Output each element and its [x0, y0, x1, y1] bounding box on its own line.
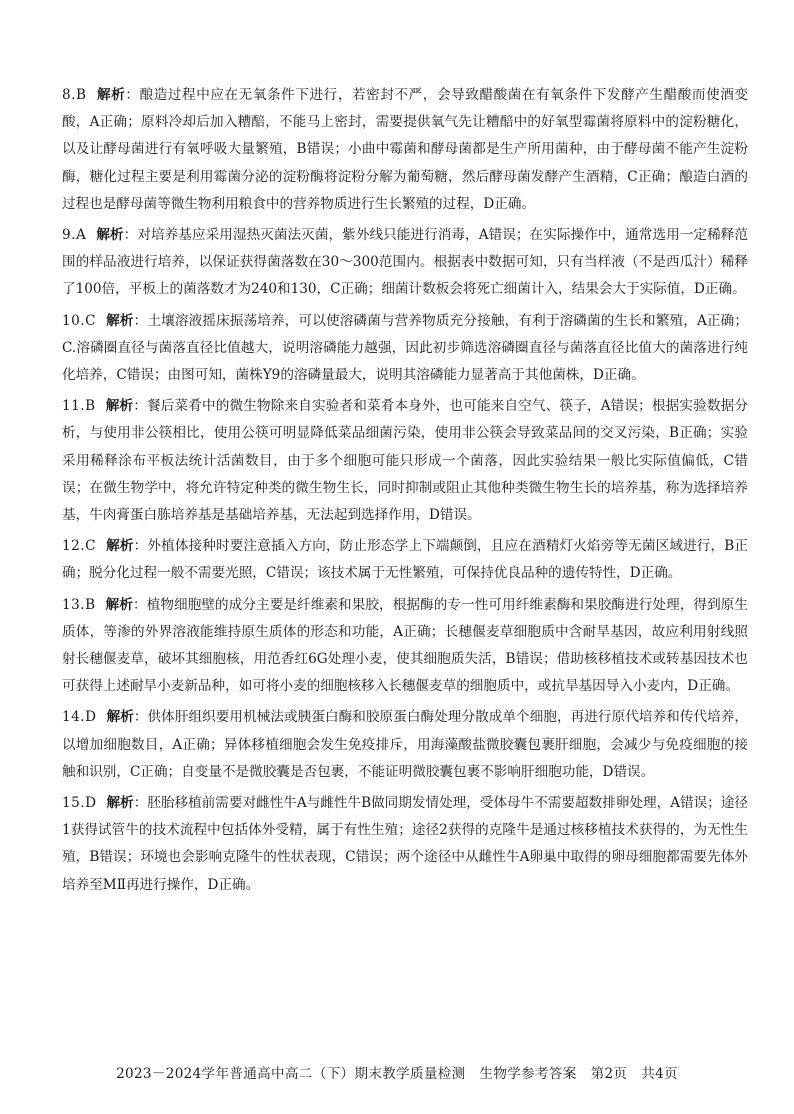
answer-text: ：外植体接种时要注意插入方向，防止形态学上下端颠倒，且应在酒精灯火焰旁等无菌区域进行，B正确；脱分化过程一般不需要光照，C错误；该技术属于无性繁殖，可保持优良品种的遗传特性，D正确。 — [62, 538, 748, 582]
analysis-label: 解析 — [96, 227, 124, 244]
answer-number: 10.C — [62, 312, 97, 329]
answer-number: 13.B — [62, 596, 96, 613]
answer-item-14 — [62, 704, 748, 786]
answer-item-8 — [62, 82, 748, 218]
answer-item-11 — [62, 393, 748, 529]
answer-number: 15.D — [62, 795, 97, 812]
answer-text: ：植物细胞壁的成分主要是纤维素和果胶，根据酶的专一性可用纤维素酶和果胶酶进行处理，得到原生质体，等渗的外界溶液能维持原生质体的形态和功能，A正确；长穗偃麦草细胞质中含耐旱基因，故应利用射线照射长穗偃麦草，破坏其细胞核，用范香红6G处理小麦，使其细胞质失活，B错误；借助核移植技术或转基因技术也可获得上述耐旱小麦新品种，如可将小麦的细胞核移入长穗偃麦草的细胞质中，或抗旱基因导入小麦内，D正确。 — [62, 596, 749, 695]
answer-text: ：餐后菜肴中的微生物除来自实验者和菜肴本身外，也可能来自空气、筷子，A错误；根据实验数据分析，与使用非公筷相比，使用公筷可明显降低菜品细菌污染，使用非公筷会导致菜品间的交叉污染，B正确；实验采用稀释涂布平板法统计活菌数目，由于多个细胞可能只形成一个菌落，因此实验结果一般比实际值偏低，C错误；在微生物学中，将允许特定种类的微生物生长，同时抑制或阻止其他种类微生物生长的培养基，称为选择培养基，牛肉膏蛋白胨培养基是基础培养基，无法起到选择作用，D错误。 — [62, 398, 748, 524]
analysis-label: 解析 — [106, 795, 134, 812]
answer-number: 11.B — [62, 398, 96, 415]
answer-item-13 — [62, 592, 748, 701]
analysis-label: 解析 — [106, 709, 134, 726]
analysis-label: 解析 — [106, 538, 134, 555]
answer-number: 12.C — [62, 538, 97, 555]
analysis-label: 解析 — [96, 87, 126, 103]
answer-item-10 — [62, 308, 748, 390]
analysis-label: 解析 — [106, 312, 134, 329]
analysis-label: 解析 — [105, 398, 134, 415]
page-footer: 2023－2024学年普通高中高二（下）期末教学质量检测 生物学参考答案 第2页 共4页 — [116, 1066, 678, 1082]
answer-text: ：胚胎移植前需要对雌性牛A与雌性牛B做同期发情处理，受体母牛不需要超数排卵处理，A错误；途径1获得试管牛的技术流程中包括体外受精，属于有性生殖；途径2获得的克隆牛是通过核移植技术获得的，为无性生殖，B错误；环境也会影响克隆牛的性状表现，C错误；两个途径中从雌性牛A卵巢中取得的卵母细胞都需要先体外培养至MⅡ再进行操作，D正确。 — [62, 795, 749, 893]
answer-list — [62, 82, 748, 903]
analysis-label: 解析 — [105, 596, 134, 613]
answer-item-15 — [62, 790, 748, 899]
answer-text: ：土壤溶液摇床振荡培养，可以使溶磷菌与营养物质充分接触，有利于溶磷菌的生长和繁殖，A正确；C.溶磷圈直径与菌落直径比值越大，说明溶磷能力越强，因此初步筛选溶磷圈直径与菌落直径比值大的菌落进行纯化培养，C错误；由图可知，菌株Y9的溶磷量最大，说明其溶磷能力显著高于其他菌株，D正确。 — [62, 312, 748, 384]
answer-item-9 — [62, 222, 748, 304]
answer-text: ：对培养基应采用湿热灭菌法灭菌，紫外线只能进行消毒，A错误；在实际操作中，通常选用一定稀释范围的样品液进行培养，以保证获得菌落数在30～300范围内。根据表中数据可知，只有当样液（不是西瓜汁）稀释了100倍，平板上的菌落数才为240和130，C正确；细菌计数板会将死亡细菌计入，结果会大于实际值，D正确。 — [62, 227, 748, 298]
answer-number: 14.D — [62, 709, 97, 726]
answer-text: ：供体肝组织要用机械法或胰蛋白酶和胶原蛋白酶处理分散成单个细胞，再进行原代培养和传代培养，以增加细胞数目，A正确；异体移植细胞会发生免疫排斥，用海藻酸盐微胶囊包裹肝细胞，会减少与免疫细胞的接触和识别，C正确；自变量不是微胶囊是否包裹，不能证明微胶囊包裹不影响肝细胞功能，D错误。 — [62, 709, 749, 780]
answer-number: 9.A — [62, 227, 87, 244]
answer-text: ：酿造过程中应在无氧条件下进行，若密封不严，会导致醋酸菌在有氧条件下发酵产生醋酸而使酒变酸，A正确；原料冷却后加入糟醅，不能马上密封，需要提供氧气先让糟醅中的好氧型霉菌将原料中的淀粉糖化，以及让酵母菌进行有氧呼吸大量繁殖，B错误；小曲中霉菌和酵母菌都是生产所用菌种，由于酵母菌不能产生淀粉酶，糖化过程主要是利用霉菌分泌的淀粉酶将淀粉分解为葡萄糖，然后酵母菌发酵产生酒精，C正确；酿造白酒的过程也是酵母菌等微生物利用粮食中的营养物质进行生长繁殖的过程，D正确。 — [62, 87, 749, 212]
answer-item-12 — [62, 533, 748, 587]
answer-number: 8.B — [62, 87, 87, 103]
